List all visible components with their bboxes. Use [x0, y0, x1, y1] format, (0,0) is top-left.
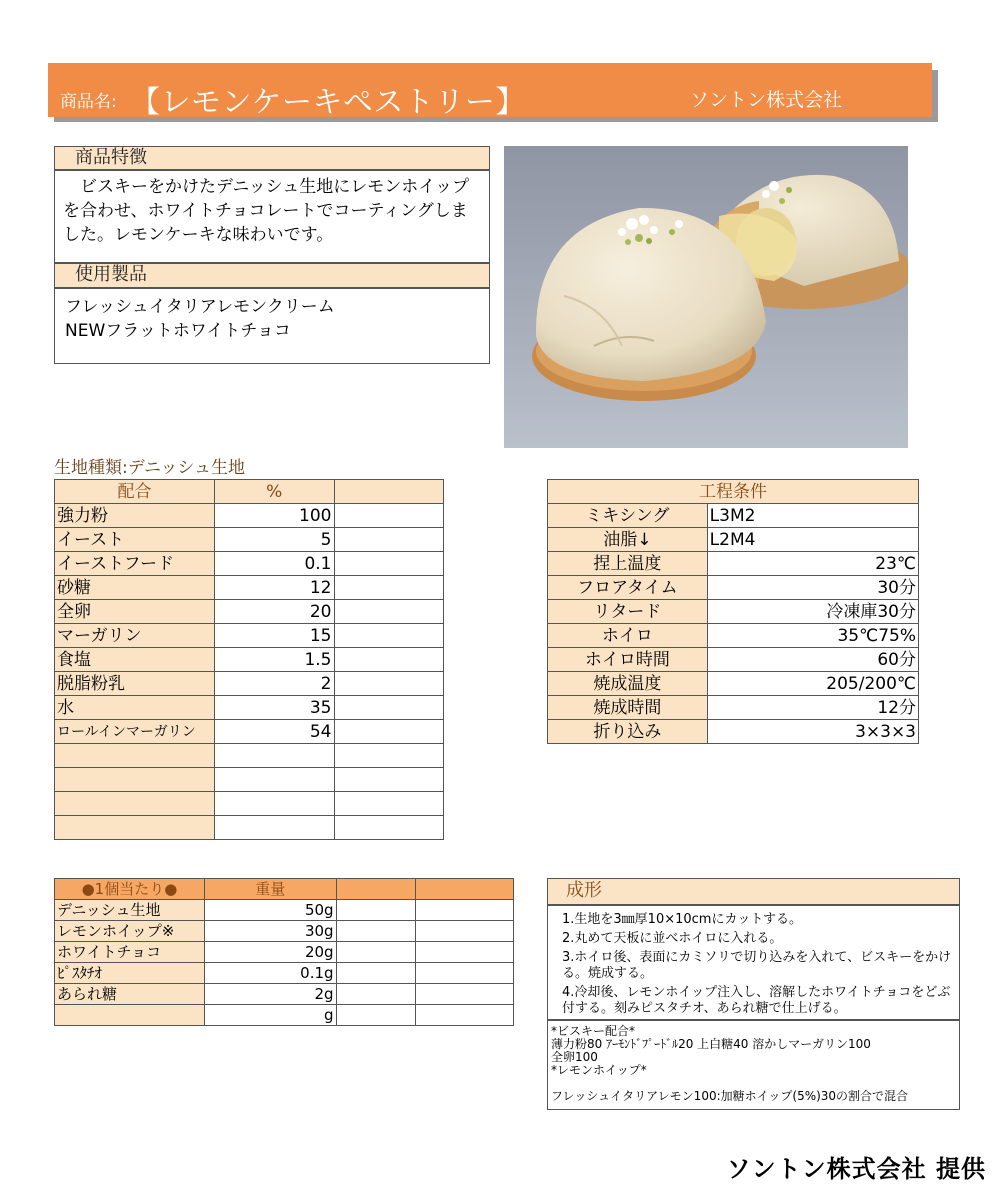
per-piece-blank: [416, 963, 514, 984]
forming-step: 1.生地を3㎜厚10×10cmにカットする。: [562, 912, 802, 927]
per-piece-item: レモンホイップ※: [55, 921, 205, 942]
forming-steps-box: [547, 905, 960, 1020]
per-piece-weight: g: [204, 1005, 336, 1026]
process-value: 205/200℃: [707, 672, 918, 696]
product-name: 【レモンケーキペストリー】: [130, 85, 526, 120]
process-value: 冷凍庫30分: [707, 600, 918, 624]
recipe-blank: [334, 672, 444, 696]
per-piece-weight: 50g: [204, 900, 336, 921]
recipe-blank: [334, 744, 444, 768]
recipe-blank: [214, 792, 334, 816]
per-piece-blank: [416, 984, 514, 1005]
recipe-ingredient: イーストフード: [55, 552, 215, 576]
recipe-blank: [334, 816, 444, 840]
process-label: 焼成温度: [548, 672, 708, 696]
per-piece-blank: [336, 963, 416, 984]
recipe-ingredient: 脱脂粉乳: [55, 672, 215, 696]
recipe-percent: 15: [214, 624, 334, 648]
process-label: ホイロ: [548, 624, 708, 648]
process-label: 捏上温度: [548, 552, 708, 576]
process-value: 35℃75%: [707, 624, 918, 648]
recipe-blank: [334, 696, 444, 720]
per-piece-blank: [336, 900, 416, 921]
product-photo: [504, 146, 908, 448]
recipe-blank: [214, 816, 334, 840]
process-value: 12分: [707, 696, 918, 720]
recipe-blank: [334, 504, 444, 528]
features-text: ビスキーをかけたデニッシュ生地にレモンホイップを合わせ、ホワイトチョコレートでコーティングしました。レモンケーキな味わいです。: [54, 170, 490, 263]
process-label: ホイロ時間: [548, 648, 708, 672]
note-line: 薄力粉80 ｱｰﾓﾝﾄﾞﾌﾟｰﾄﾞﾙ20 上白糖40 溶かしマーガリン100: [551, 1037, 871, 1051]
per-piece-header-empty: [336, 879, 416, 900]
recipe-blank: [334, 792, 444, 816]
forming-step: 2.丸めて天板に並べホイロに入れる。: [562, 931, 783, 946]
product-item: フレッシュイタリアレモンクリーム: [65, 297, 335, 317]
per-piece-weight-header: 重量: [204, 879, 336, 900]
recipe-ingredient: ロールインマーガリン: [55, 720, 215, 744]
recipe-blank: [334, 528, 444, 552]
per-piece-weight: 2g: [204, 984, 336, 1005]
recipe-blank: [334, 624, 444, 648]
recipe-percent: 2: [214, 672, 334, 696]
note-line: *レモンホイップ*: [551, 1063, 647, 1077]
recipe-blank: [214, 744, 334, 768]
process-value: 60分: [707, 648, 918, 672]
recipe-blank: [334, 600, 444, 624]
per-piece-weight: 0.1g: [204, 963, 336, 984]
recipe-blank: [214, 768, 334, 792]
recipe-percent: 54: [214, 720, 334, 744]
forming-notes: [547, 1020, 960, 1110]
process-label: 焼成時間: [548, 696, 708, 720]
per-piece-item: ﾋﾟｽﾀﾁｵ: [55, 963, 205, 984]
header-company: ソントン株式会社: [690, 89, 843, 111]
recipe-header-percent: %: [214, 480, 334, 504]
recipe-empty-row: [55, 792, 215, 816]
recipe-blank: [334, 768, 444, 792]
recipe-header-ingredient: 配合: [55, 480, 215, 504]
recipe-ingredient: 食塩: [55, 648, 215, 672]
recipe-table: [54, 479, 444, 840]
products-used-list: [54, 288, 490, 364]
forming-heading: 成形: [547, 878, 960, 905]
per-piece-blank: [416, 942, 514, 963]
header-banner: [48, 63, 932, 120]
recipe-blank: [334, 648, 444, 672]
process-label: ミキシング: [548, 504, 708, 528]
recipe-percent: 5: [214, 528, 334, 552]
recipe-blank: [334, 576, 444, 600]
per-piece-header-empty: [416, 879, 514, 900]
process-label: 油脂↓: [548, 528, 708, 552]
process-value: L3M2: [707, 504, 918, 528]
per-piece-blank: [336, 942, 416, 963]
recipe-header-empty: [334, 480, 444, 504]
per-piece-blank: [336, 921, 416, 942]
recipe-blank: [334, 720, 444, 744]
per-piece-weight: 30g: [204, 921, 336, 942]
process-value: 23℃: [707, 552, 918, 576]
recipe-ingredient: 全卵: [55, 600, 215, 624]
recipe-percent: 20: [214, 600, 334, 624]
dough-type: 生地種類:デニッシュ生地: [54, 458, 246, 478]
product-name-label: 商品名:: [60, 92, 117, 112]
per-piece-blank: [336, 1005, 416, 1026]
features-heading: 商品特徴: [54, 146, 490, 170]
per-piece-blank: [336, 984, 416, 1005]
per-piece-weight: 20g: [204, 942, 336, 963]
recipe-percent: 100: [214, 504, 334, 528]
per-piece-blank: [416, 921, 514, 942]
process-value: L2M4: [707, 528, 918, 552]
recipe-blank: [334, 552, 444, 576]
process-value: 30分: [707, 576, 918, 600]
recipe-empty-row: [55, 768, 215, 792]
recipe-ingredient: イースト: [55, 528, 215, 552]
per-piece-item: ホワイトチョコ: [55, 942, 205, 963]
per-piece-item: デニッシュ生地: [55, 900, 205, 921]
per-piece-table: [54, 878, 514, 1026]
product-item: NEWフラットホワイトチョコ: [65, 321, 291, 341]
note-line: *ビスキー配合*: [551, 1024, 636, 1038]
note-line: フレッシュイタリアレモン100:加糖ホイップ(5%)30の割合で混合: [551, 1089, 909, 1103]
per-piece-item: [55, 1005, 205, 1026]
process-label: フロアタイム: [548, 576, 708, 600]
forming-step: 3.ホイロ後、表面にカミソリで切り込みを入れて、ビスキーをかける。焼成する。: [562, 950, 952, 981]
products-used-heading: 使用製品: [54, 263, 490, 288]
process-label: 折り込み: [548, 720, 708, 744]
per-piece-header: ●1個当たり●: [55, 879, 205, 900]
per-piece-blank: [416, 1005, 514, 1026]
forming-step: 4.冷却後、レモンホイップ注入し、溶解したホワイトチョコをどぶ付する。刻みピスタチオ、あられ糖で仕上げる。: [562, 985, 951, 1016]
per-piece-item: あられ糖: [55, 984, 205, 1005]
process-label: リタード: [548, 600, 708, 624]
recipe-empty-row: [55, 744, 215, 768]
per-piece-blank: [416, 900, 514, 921]
process-value: 3×3×3: [707, 720, 918, 744]
footer-credit: ソントン株式会社 提供: [726, 1155, 986, 1183]
recipe-empty-row: [55, 816, 215, 840]
recipe-percent: 12: [214, 576, 334, 600]
process-header: 工程条件: [548, 480, 919, 504]
recipe-percent: 0.1: [214, 552, 334, 576]
process-table: [547, 479, 919, 744]
recipe-ingredient: マーガリン: [55, 624, 215, 648]
recipe-ingredient: 水: [55, 696, 215, 720]
recipe-percent: 35: [214, 696, 334, 720]
recipe-ingredient: 強力粉: [55, 504, 215, 528]
recipe-percent: 1.5: [214, 648, 334, 672]
recipe-ingredient: 砂糖: [55, 576, 215, 600]
note-line: 全卵100: [551, 1050, 598, 1064]
